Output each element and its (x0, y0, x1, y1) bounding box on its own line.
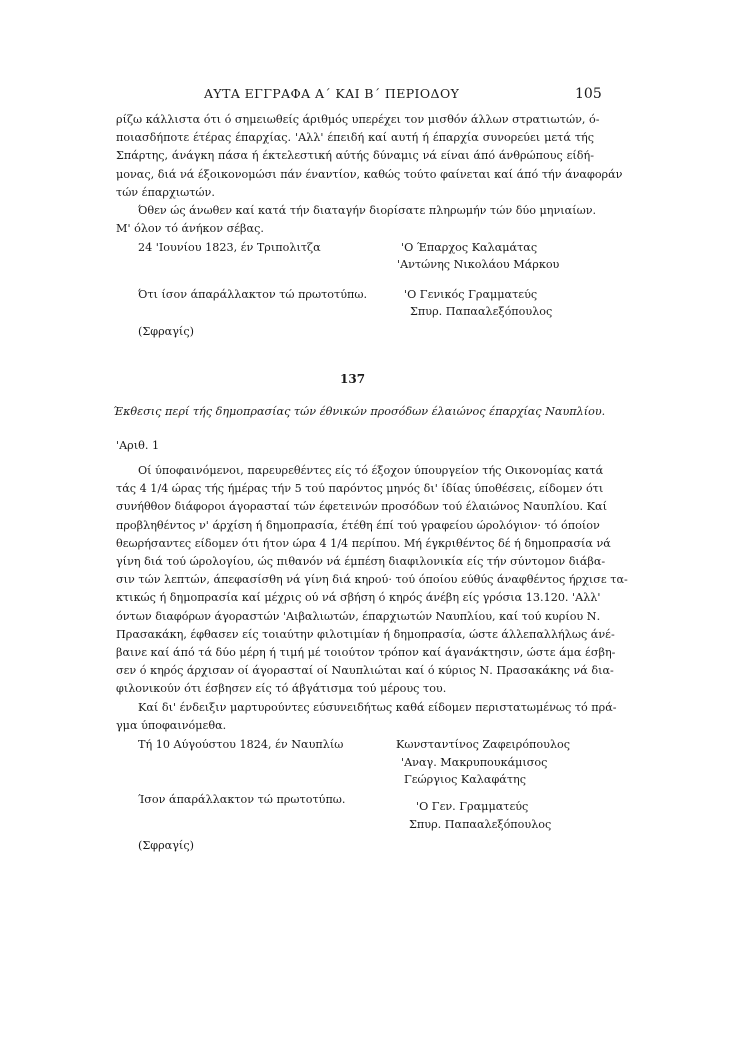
doc137-line: τάς 4 1/4 ώρας τής ήμέρας τήν 5 τού παρόντος μηνός δι' ίδίας ύποθέσεις, είδομεν ότι (116, 482, 604, 496)
doc137-signatory-2: 'Αναγ. Μακρυπουκάμισος (401, 756, 548, 769)
doc137-reference: 'Αριθ. 1 (116, 439, 160, 452)
doc137-closing (116, 699, 617, 735)
doc137-signatory-4-title: 'Ο Γεν. Γραμματεύς (416, 800, 529, 813)
doc136-line: μονας, διά νά έξοικονομώσι πάν έναντίον, καθώς τούτο φαίνεται καί άπό τήν άναφοράν (116, 167, 623, 181)
doc137-seal: (Σφραγίς) (138, 839, 194, 852)
doc137-closing-line: Καί δι' ένδειξιν μαρτυρούντες εύσυνειδήτως καθά είδομεν περιστατωμένως τό πρά- (138, 701, 617, 714)
doc137-line: γίνη διά τού ώρολογίου, ώς πιθανόν νά έμπέση διαφιλονικία είς τήν σύντομον διάβα- (116, 554, 606, 568)
doc137-certification: Ίσον άπαράλλακτον τώ πρωτοτύπω. (138, 793, 346, 806)
doc136-signatory-2-title: 'Ο Γενικός Γραμματεύς (404, 288, 538, 301)
doc137-line: Οί ύποφαινόμενοι, παρευρεθέντες είς τό έξοχον ύπουργείον τής Οικονομίας κατά (138, 464, 604, 477)
doc137-title: Έκθεσις περί τής δημοπρασίας τών έθνικών προσόδων έλαιώνος έπαρχίας Ναυπλίου. (113, 405, 606, 418)
page-number: 105 (575, 86, 602, 102)
doc137-line: βαινε καί άπό τά δύο μέρη ή τιμή μέ τοιούτον τρόπον καί άγανάκτησιν, ώστε άμα έσβη- (116, 645, 616, 659)
doc137-line: σιν τών λεπτών, άπεφασίσθη νά γίνη διά κηρού· τού όποίου εύθύς άναφθέντος ήρχισε τα- (116, 573, 628, 587)
doc136-line: ποιασδήποτε έτέρας έπαρχίας. 'Αλλ' έπειδή καί αυτή ή έπαρχία συνορεύει μετά τής (116, 131, 594, 145)
doc136-date-place: 24 'Ιουνίου 1823, έν Τριπολιτζα (138, 241, 321, 254)
doc136-certification: Ότι ίσον άπαράλλακτον τώ πρωτοτύπω. (138, 288, 368, 301)
doc136-line: ρίζω κάλλιστα ότι ό σημειωθείς άριθμός υπερέχει τον μισθόν άλλων στρατιωτών, ό- (116, 113, 600, 126)
doc136-closing-line: Μ' όλον τό άνήκον σέβας. (116, 222, 264, 236)
doc136-seal: (Σφραγίς) (138, 325, 194, 338)
doc137-line: συνήθθον διάφοροι άγορασταί τών έφετεινών προσόδων τού έλαιώνος Ναυπλίου. Καί (116, 500, 607, 514)
doc137-line: κτικώς ή δημοπρασία καί μέχρις ού νά σβήση ό κηρός άνέβη είς γρόσια 13.120. 'Αλλ' (116, 591, 601, 605)
doc137-line: σεν ό κηρός άρχισαν οί άγορασταί οί Ναυπλιώται καί ό κύριος Ν. Πρασακάκης νά δια- (116, 664, 614, 678)
doc136-closing-line: Όθεν ώς άνωθεν καί κατά τήν διαταγήν διορίσατε πληρωμήν τών δύο μηνιαίων. (138, 204, 597, 217)
doc137-line: όντων διαφόρων άγοραστών 'Αιβαλιωτών, έπαρχιωτών Ναυπλίου, καί τού κυρίου Ν. (116, 609, 601, 623)
doc136-signatory-1-title: 'Ο Έπαρχος Καλαμάτας (401, 241, 538, 254)
doc137-paragraph (116, 462, 628, 698)
doc137-number: 137 (340, 372, 366, 386)
doc137-line: θεωρήσαντες είδομεν ότι ήτον ώρα 4 1/4 περίπου. Μή έγκριθέντος δέ ή δημοπρασία νά (116, 536, 611, 550)
doc137-signatory-3: Γεώργιος Καλαφάτης (404, 773, 526, 786)
doc137-signatory-1: Κωνσταντίνος Ζαφειρόπουλος (396, 738, 571, 751)
doc137-line: προβληθέντος ν' άρχίση ή δημοπρασία, έτέθη έπί τού γραφείου ώρολόγιον· τό όποίον (116, 518, 600, 532)
doc136-signatory-2-name: Σπυρ. Παπααλεξόπουλος (410, 305, 553, 318)
doc137-line: Πρασακάκη, έφθασεν είς τοιαύτην φιλοτιμίαν ή δημοπρασία, ώστε άλλεπαλλήλως άνέ- (116, 627, 615, 641)
doc137-closing-line: γμα ύποφαινόμεθα. (116, 719, 227, 733)
doc136-signatory-1-name: 'Αντώνης Νικολάου Μάρκου (397, 258, 560, 271)
doc137-line: φιλονικούν ότι έσβησεν είς τό άβγάτισμα τού μέρους του. (116, 682, 447, 696)
doc136-body (116, 111, 623, 202)
running-head: ΑΥΤΑ ΕΓΓΡΑΦΑ Α΄ ΚΑΙ Β΄ ΠΕΡΙΟΔΟΥ (204, 86, 460, 101)
doc136-line: τών έπαρχιωτών. (116, 185, 215, 199)
doc137-date-place: Τή 10 Αύγούστου 1824, έν Ναυπλίω (138, 738, 344, 751)
doc136-closing (116, 202, 597, 238)
doc136-line: Σπάρτης, άνάγκη πάσα ή έκτελεστική αύτής δύναμις νά είναι άπό άνθρώπους είδή- (116, 149, 594, 163)
doc137-signatory-4-name: Σπυρ. Παπααλεξόπουλος (409, 818, 552, 831)
